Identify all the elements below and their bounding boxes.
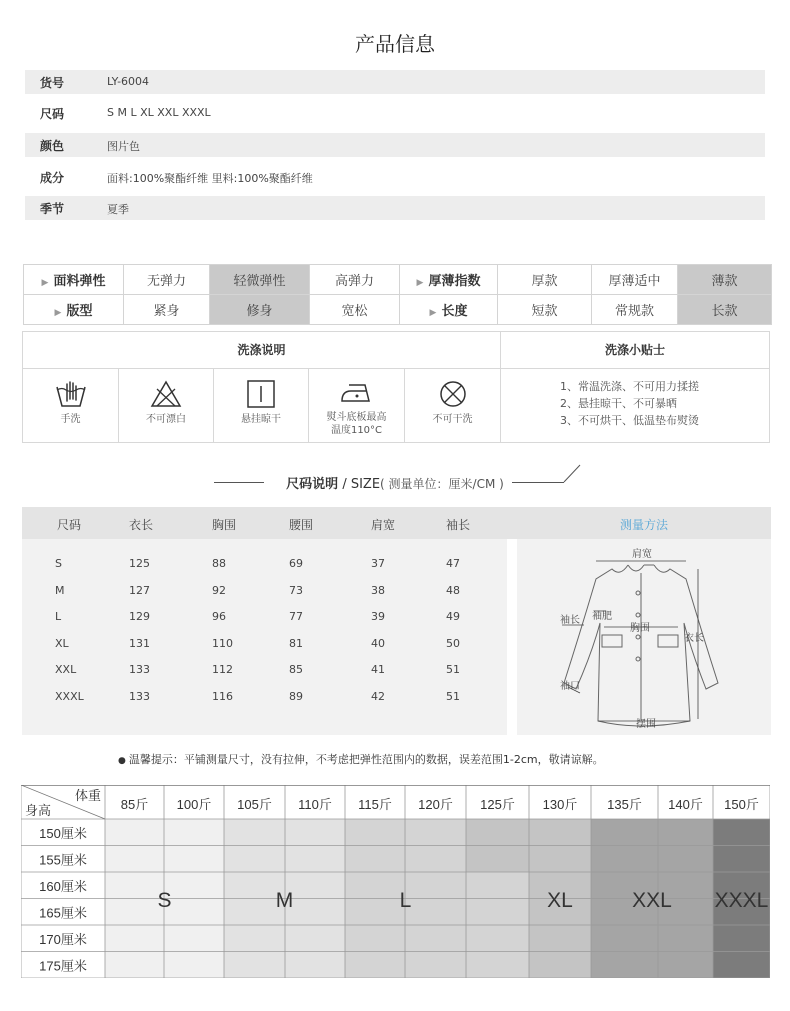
weight-label: 150斤 [724,797,759,812]
size-note-text: 温馨提示：平铺测量尺寸，没有拉伸，不考虑把弹性范围内的数据，误差范围1-2cm，敬请谅解。 [128,753,604,766]
divider-slash [562,463,582,483]
wash-caption: 不可干洗 [432,414,473,425]
attr-option: 宽松 [310,295,400,325]
size-col-header: 尺码 [57,518,82,532]
attr-option: 紧身 [124,295,210,325]
weight-label: 105斤 [237,797,272,812]
wash-tips [560,378,699,429]
attribute-table [23,264,772,325]
height-label: 150厘米 [39,826,87,841]
size-cell: 133 [129,690,150,703]
weight-label: 100斤 [176,797,212,812]
info-value: LY-6004 [107,75,150,88]
info-row-color [25,133,765,157]
info-value: 面料:100%聚酯纤维 里料:100%聚酯纤维 [107,172,313,185]
size-cell: 49 [446,610,460,624]
size-table-body [22,539,507,735]
size-cell: 88 [212,557,226,570]
bullet-icon: ● [118,756,126,766]
size-cell: 77 [289,610,303,624]
info-key: 尺码 [40,107,65,121]
wash-caption: 手洗 [60,414,81,425]
attr-option: 高弹力 [310,265,400,295]
size-col-header: 胸围 [212,518,237,532]
size-cell: 85 [289,663,303,677]
info-key: 货号 [40,76,65,90]
attr-label-elasticity: ▶ 面料弹性 [24,265,124,295]
attr-option-selected: 修身 [210,295,310,325]
info-key: 颜色 [40,139,65,153]
height-label: 155厘米 [39,852,87,868]
info-key: 成分 [40,171,65,185]
weight-label: 115斤 [358,797,392,812]
attr-option: 厚款 [498,265,592,295]
height-label: 165厘米 [39,905,87,921]
size-cell: 50 [446,636,460,650]
weight-label: 110斤 [298,797,332,812]
size-cell-label: XL [55,636,69,650]
size-cell: 42 [371,690,385,703]
hand-wash-icon [54,379,88,409]
tip-item: 1、常温洗涤、不可用力揉搓 [560,380,699,393]
size-cell-label: S [55,557,62,570]
tip-item: 3、不可烘干、低温垫布熨烫 [560,414,699,427]
size-cell: 40 [371,636,385,650]
wash-caption: 悬挂晾干 [241,414,281,425]
attr-label-fit: ▶ 版型 [24,295,124,325]
attr-label-length: ▶ 长度 [400,295,498,325]
size-cell: 37 [371,557,385,570]
label-sleeve: 袖长 [560,615,580,626]
divider-right [512,482,564,483]
size-cell: 51 [446,663,460,677]
size-cell: 112 [212,663,233,677]
label-hem: 摆围 [636,719,656,730]
coat-diagram [540,543,760,733]
weight-label: 130斤 [542,797,578,812]
size-note [118,751,604,767]
attribute-row [24,265,772,295]
size-cell: 48 [446,583,460,597]
size-cell: 125 [129,557,150,570]
fit-size-label: S [157,889,172,912]
weight-label: 85斤 [120,797,149,812]
fit-size-label: XXXL [714,889,769,912]
label-length: 衣长 [684,633,704,644]
size-cell-label: XXXL [55,690,84,703]
measure-title: 测量方法 [619,518,668,532]
attr-option-selected: 轻微弹性 [210,265,310,295]
weight-label: 125斤 [480,797,515,812]
label-cuff: 袖口 [560,681,580,692]
height-label: 170厘米 [39,932,87,947]
info-row-material [25,165,765,189]
info-row-season [25,196,765,220]
info-value: 图片色 [107,140,140,153]
wash-caption: 不可漂白 [146,414,186,425]
size-cell: 73 [289,583,303,597]
wash-cell-hand [23,369,119,443]
info-key: 季节 [40,202,65,216]
fit-size-label: L [399,889,412,912]
size-cell-label: L [55,610,62,624]
attribute-row [24,295,772,325]
size-cell: 89 [289,690,303,703]
size-cell: 110 [212,636,233,650]
size-cell: 129 [129,610,150,624]
attr-option-selected: 长款 [678,295,772,325]
size-col-header: 肩宽 [371,518,396,532]
size-heading-title: 尺码说明 [286,477,339,492]
fit-size-label: M [275,889,294,912]
size-cell: 131 [129,636,150,650]
size-cell-label: XXL [55,663,77,677]
info-row-sku [25,70,765,94]
iron-icon [339,377,375,407]
corner-height-label: 身高 [25,803,52,818]
wash-caption: 温度110°C [330,425,383,436]
no-dry-clean-icon [436,379,470,409]
wash-cell-dryclean [405,369,501,443]
size-cell: 81 [289,636,303,650]
fit-grid [21,785,770,978]
hang-dry-icon [244,379,278,409]
size-cell: 92 [212,583,226,597]
attr-option: 厚薄适中 [592,265,678,295]
size-cell: 39 [371,610,385,624]
weight-label: 135斤 [607,797,642,812]
wash-tips-header: 洗涤小贴士 [501,332,769,369]
info-row-size [25,101,765,125]
size-cell: 69 [289,557,303,570]
size-cell: 51 [446,690,460,703]
size-col-header: 袖长 [446,518,471,532]
attr-option-selected: 薄款 [678,265,772,295]
size-col-header: 衣长 [129,518,154,532]
wash-caption: 熨斗底板最高 [326,412,387,423]
size-cell: 127 [129,583,150,597]
info-value: S M L XL XXL XXXL [107,106,211,119]
size-cell: 41 [371,663,385,677]
tip-item: 2、悬挂晾干、不可暴晒 [560,397,677,410]
height-label: 175厘米 [39,958,87,974]
fit-size-label: XXL [632,889,672,912]
size-cell: 116 [212,690,233,703]
fit-size-label: XL [547,889,573,912]
size-cell: 133 [129,663,150,677]
size-cell-label: M [55,583,65,597]
size-cell: 38 [371,583,385,597]
page-title: 产品信息 [355,32,435,56]
height-label: 160厘米 [39,879,87,894]
attr-option: 常规款 [592,295,678,325]
wash-header: 洗涤说明 [23,332,501,369]
size-heading-sep: / SIZE [338,477,381,492]
weight-label: 120斤 [418,797,453,812]
size-heading-unit: ( 测量单位：厘米/CM ) [380,477,504,491]
label-chest: 胸围 [630,623,650,634]
no-bleach-icon [149,379,183,409]
info-value: 夏季 [107,203,129,216]
label-shoulder: 肩宽 [632,549,652,560]
label-armhole: 袖肥 [592,611,612,622]
size-col-header: 腰围 [289,518,314,532]
weight-label: 140斤 [668,797,703,812]
size-cell: 47 [446,557,460,570]
attr-option: 短款 [498,295,592,325]
wash-cell-bleach [119,369,214,443]
corner-weight-label: 体重 [74,788,101,803]
attr-option: 无弹力 [124,265,210,295]
size-cell: 96 [212,610,226,624]
attr-label-thickness: ▶ 厚薄指数 [400,265,498,295]
wash-cell-iron [309,369,405,443]
wash-cell-hang [214,369,309,443]
size-heading [0,473,790,492]
